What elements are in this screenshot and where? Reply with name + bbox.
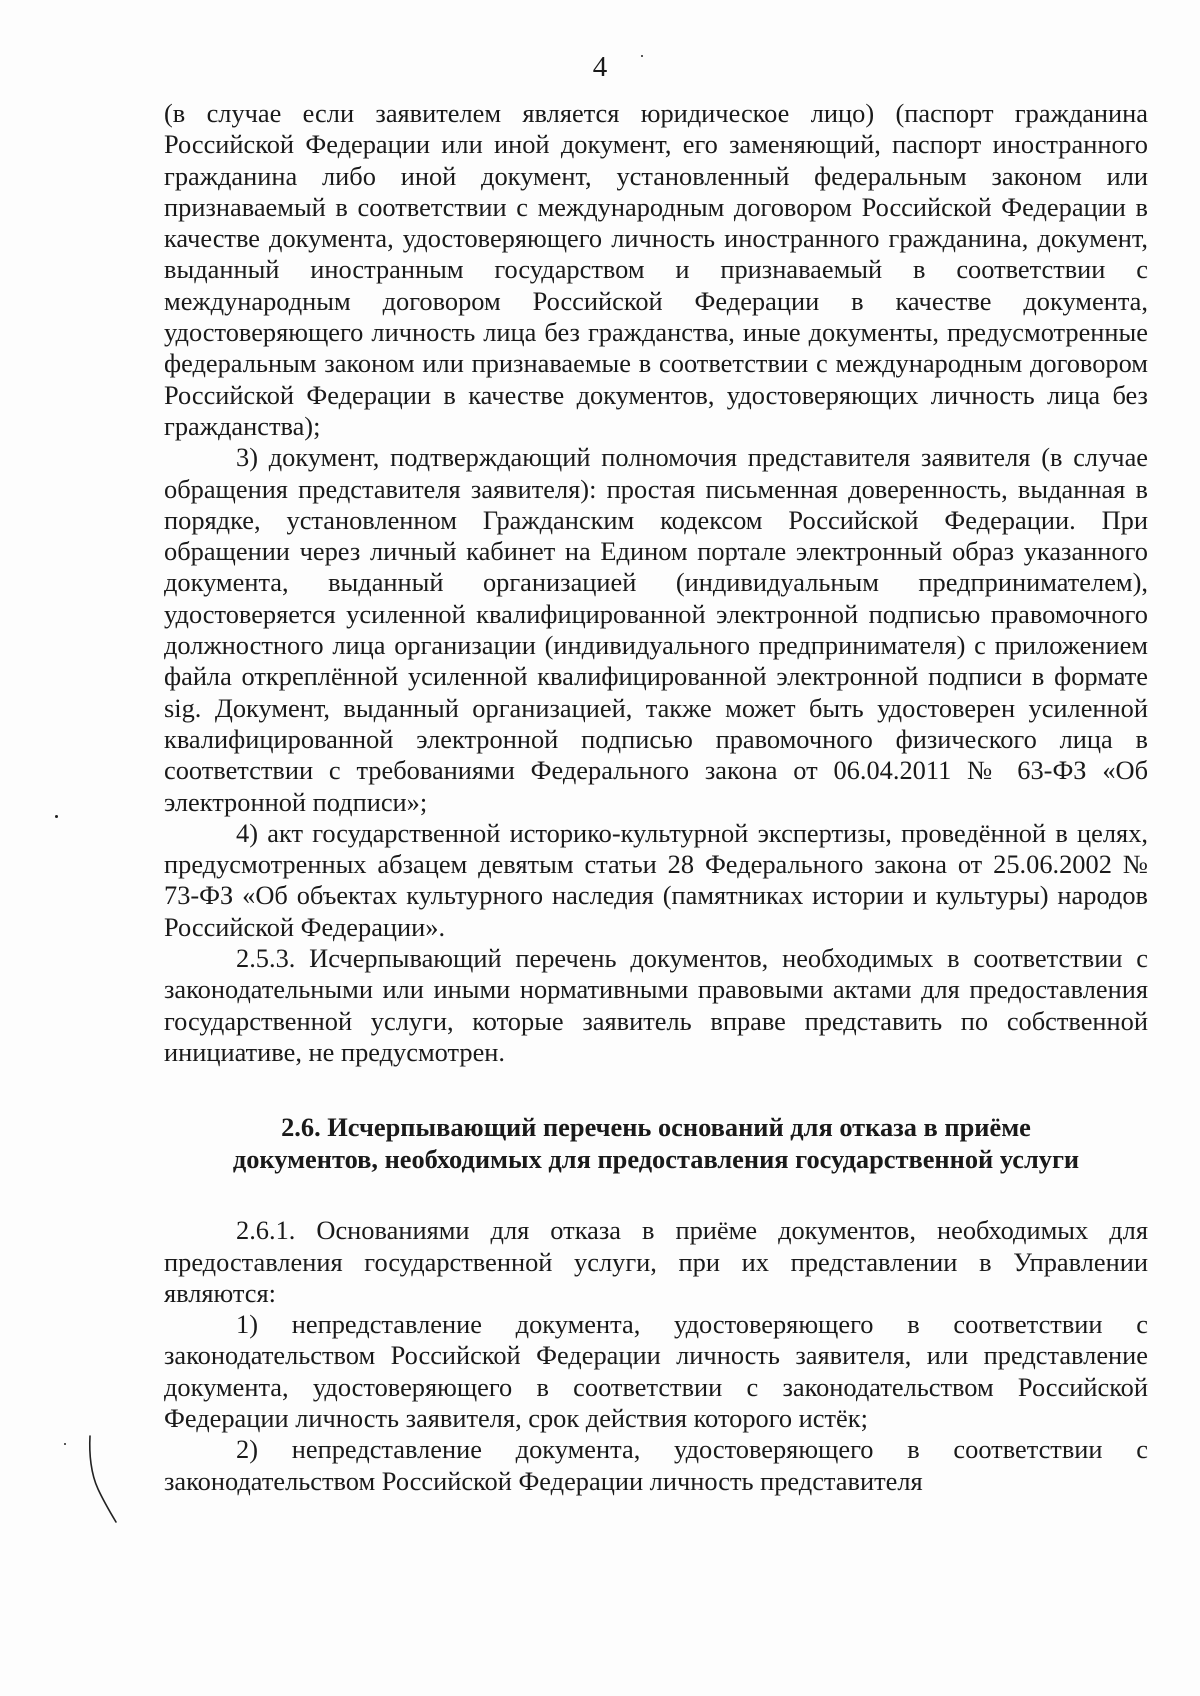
section-heading-line-2: документов, необходимых для предоставления государственной услуги — [232, 1144, 1080, 1175]
paragraph-2-5-3: 2.5.3. Исчерпывающий перечень документов, необходимых в соответствии с законодательными или иными нормативными правовыми актами для предоставления государственной услуги, которые заявитель вправе представить по собственной инициативе, не предусмотрен. — [164, 943, 1148, 1067]
paragraph-refusal-item-1: 1) непредставление документа, удостоверяющего в соответствии с законодательством Российской Федерации личность заявителя, или представление документа, удостоверяющего в соответствии с законодательством Российской Федерации личность заявителя, срок действия которого истёк; — [164, 1309, 1148, 1433]
paragraph-refusal-item-2: 2) непредставление документа, удостоверяющего в соответствии с законодательством Российской Федерации личность представителя — [164, 1434, 1148, 1496]
paragraph-item-3-authority-document: 3) документ, подтверждающий полномочия представителя заявителя (в случае обращения представителя заявителя): простая письменная доверенность, выданная в порядке, установленном Гражданским кодексом Российской Федерации. При обращении через личный кабинет на Едином портале электронный образ указанного документа, выданный организацией (индивидуальным предпринимателем), удостоверяется усиленной квалифицированной электронной подписью правомочного должностного лица организации (индивидуального предпринимателя) с приложением файла откреплённой усиленной квалифицированной электронной подписи в формате sig. Документ, выданный организацией, также может быть удостоверен усиленной квалифицированной электронной подписью правомочного физического лица в соответствии с требованиями Федерального закона от 06.04.2011 № 63-ФЗ «Об электронной подписи»; — [164, 442, 1148, 817]
paragraph-2-6-1: 2.6.1. Основаниями для отказа в приёме документов, необходимых для предоставления государственной услуги, при их представлении в Управлении являются: — [164, 1215, 1148, 1308]
scan-speck — [64, 1443, 66, 1445]
pen-stroke-mark — [86, 1434, 120, 1524]
page-number: 4 — [592, 51, 608, 83]
scan-speck — [55, 815, 58, 818]
paragraph-item-4-expertise-act: 4) акт государственной историко-культурной экспертизы, проведённой в целях, предусмотренных абзацем девятым статьи 28 Федерального закона от 25.06.2002 № 73-ФЗ «Об объектах культурного наследия (памятниках истории и культуры) народов Российской Федерации». — [164, 817, 1148, 942]
paragraph-identity-documents: (в случае если заявителем является юридическое лицо) (паспорт гражданина Российской Федерации или иной документ, его заменяющий, паспорт иностранного гражданина либо иной документ, установленный федеральным законом или признаваемый в соответствии с международным договором Российской Федерации в качестве документа, удостоверяющего личность иностранного гражданина, документ, выданный иностранным государством и признаваемый в соответствии с международным договором Российской Федерации в качестве документа, удостоверяющего личность лица без гражданства, иные документы, предусмотренные федеральным законом или признаваемые в соответствии с международным договором Российской Федерации в качестве документов, удостоверяющих личность лица без гражданства); — [164, 98, 1148, 441]
scan-speck — [641, 55, 643, 57]
section-heading-2-6 — [164, 1111, 1148, 1175]
document-body — [164, 98, 1148, 1497]
section-heading-line-1: 2.6. Исчерпывающий перечень оснований для отказа в приёме — [281, 1112, 1031, 1143]
